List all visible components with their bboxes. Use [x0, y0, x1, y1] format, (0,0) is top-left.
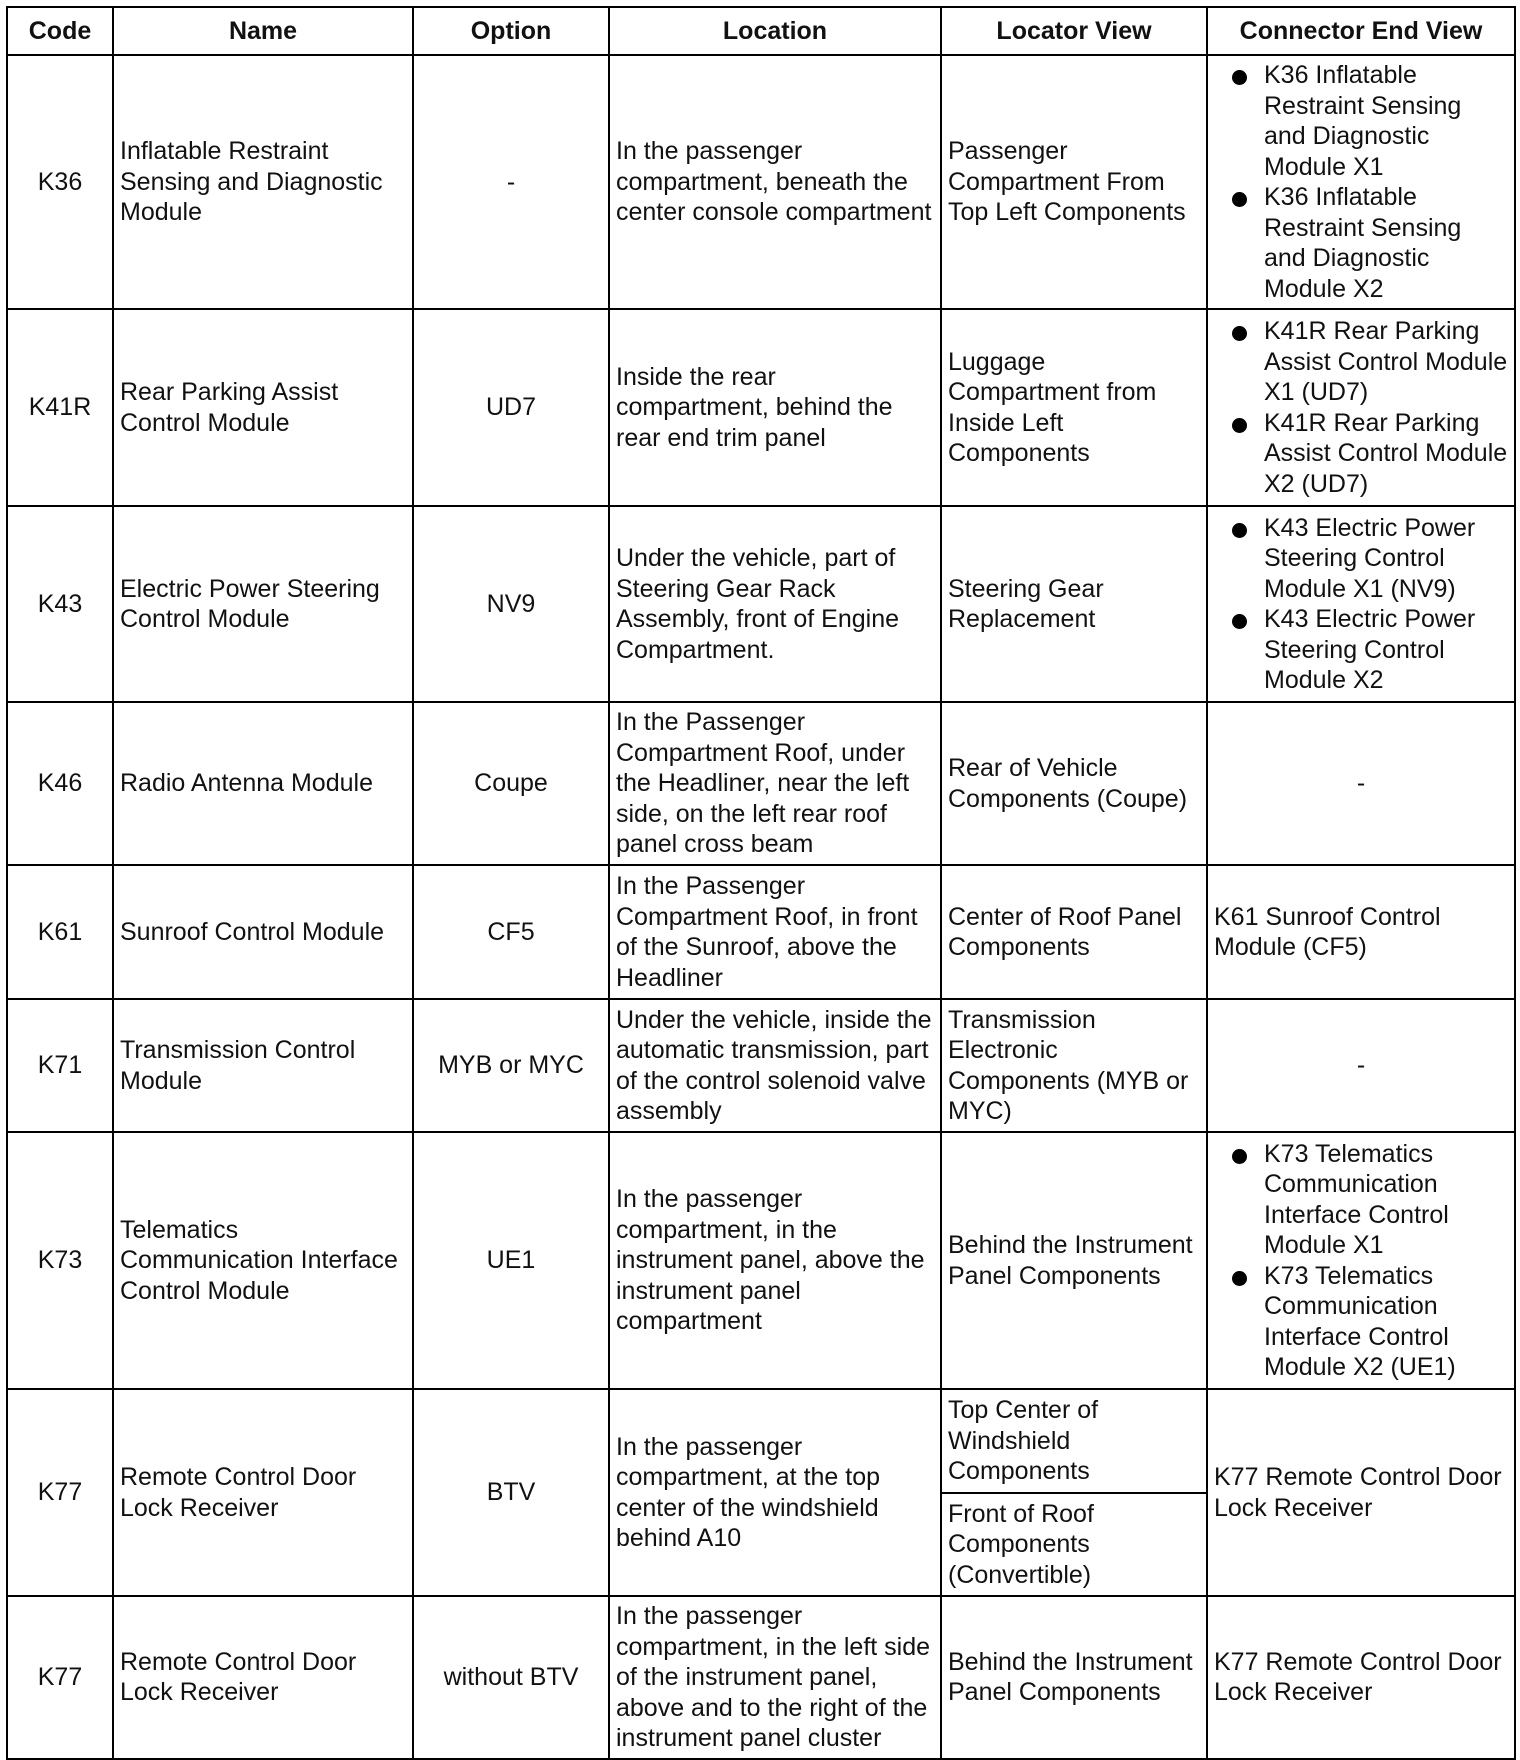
table-row: [7, 55, 1515, 309]
location-cell: Under the vehicle, part of Steering Gear Rack Assembly, front of Engine Compartment.: [609, 506, 941, 702]
code-cell: K46: [7, 702, 113, 865]
code-cell: K71: [7, 999, 113, 1132]
header-code: Code: [7, 7, 113, 55]
name-cell: Electric Power Steering Control Module: [113, 506, 413, 702]
code-cell: K36: [7, 55, 113, 309]
name-cell: Telematics Communication Interface Control Module: [113, 1132, 413, 1389]
option-cell: UD7: [413, 309, 609, 506]
header-locator-view: Locator View: [941, 7, 1207, 55]
location-cell: Inside the rear compartment, behind the rear end trim panel: [609, 309, 941, 506]
connector-end-view-cell: [1207, 506, 1515, 702]
code-cell: K43: [7, 506, 113, 702]
location-cell: In the passenger compartment, in the left side of the instrument panel, above and to the right of the instrument panel cluster: [609, 1596, 941, 1759]
location-cell: In the passenger compartment, in the instrument panel, above the instrument panel compartment: [609, 1132, 941, 1389]
name-cell: Remote Control Door Lock Receiver: [113, 1389, 413, 1596]
locator-view-cell: Steering Gear Replacement: [941, 506, 1207, 702]
connector-end-view-cell: K61 Sunroof Control Module (CF5): [1207, 865, 1515, 999]
connector-item: K36 Inflatable Restraint Sensing and Diagnostic Module X1: [1214, 60, 1508, 182]
location-cell: In the Passenger Compartment Roof, in front of the Sunroof, above the Headliner: [609, 865, 941, 999]
option-cell: MYB or MYC: [413, 999, 609, 1132]
code-cell: K41R: [7, 309, 113, 506]
locator-view-cell: Front of Roof Components (Convertible): [941, 1493, 1207, 1596]
header-name: Name: [113, 7, 413, 55]
location-cell: In the Passenger Compartment Roof, under the Headliner, near the left side, on the left rear roof panel cross beam: [609, 702, 941, 865]
name-cell: Transmission Control Module: [113, 999, 413, 1132]
location-cell: Under the vehicle, inside the automatic transmission, part of the control solenoid valve assembly: [609, 999, 941, 1132]
table-row: [7, 309, 1515, 506]
connector-list: [1214, 316, 1508, 499]
table-row: [7, 1389, 1515, 1493]
name-cell: Remote Control Door Lock Receiver: [113, 1596, 413, 1759]
connector-list: [1214, 60, 1508, 304]
connector-item: K43 Electric Power Steering Control Module X2: [1214, 604, 1508, 696]
connector-end-view-cell: -: [1207, 999, 1515, 1132]
page: [6, 6, 1514, 1760]
table-row: [7, 999, 1515, 1132]
header-location: Location: [609, 7, 941, 55]
connector-item: K36 Inflatable Restraint Sensing and Diagnostic Module X2: [1214, 182, 1508, 304]
table-row: [7, 702, 1515, 865]
connector-item: K73 Telematics Communication Interface Control Module X2 (UE1): [1214, 1261, 1508, 1383]
location-cell: In the passenger compartment, at the top center of the windshield behind A10: [609, 1389, 941, 1596]
connector-list: [1214, 1139, 1508, 1383]
header-row: [7, 7, 1515, 55]
connector-end-view-cell: [1207, 309, 1515, 506]
connector-item: K41R Rear Parking Assist Control Module X2 (UD7): [1214, 408, 1508, 500]
header-connector-end-view: Connector End View: [1207, 7, 1515, 55]
option-cell: NV9: [413, 506, 609, 702]
option-cell: without BTV: [413, 1596, 609, 1759]
locator-view-cell: Luggage Compartment from Inside Left Components: [941, 309, 1207, 506]
name-cell: Rear Parking Assist Control Module: [113, 309, 413, 506]
locator-view-cell: Behind the Instrument Panel Components: [941, 1132, 1207, 1389]
locator-view-cell: Passenger Compartment From Top Left Components: [941, 55, 1207, 309]
connector-item: K43 Electric Power Steering Control Module X1 (NV9): [1214, 513, 1508, 605]
connector-item: K41R Rear Parking Assist Control Module X1 (UD7): [1214, 316, 1508, 408]
name-cell: Inflatable Restraint Sensing and Diagnostic Module: [113, 55, 413, 309]
code-cell: K77: [7, 1596, 113, 1759]
locator-view-cell: Behind the Instrument Panel Components: [941, 1596, 1207, 1759]
option-cell: BTV: [413, 1389, 609, 1596]
connector-end-view-cell: K77 Remote Control Door Lock Receiver: [1207, 1596, 1515, 1759]
location-cell: In the passenger compartment, beneath the center console compartment: [609, 55, 941, 309]
option-cell: CF5: [413, 865, 609, 999]
locator-view-cell: Transmission Electronic Components (MYB or MYC): [941, 999, 1207, 1132]
connector-end-view-cell: -: [1207, 702, 1515, 865]
option-cell: Coupe: [413, 702, 609, 865]
code-cell: K73: [7, 1132, 113, 1389]
connector-item: K73 Telematics Communication Interface Control Module X1: [1214, 1139, 1508, 1261]
locator-view-cell: Top Center of Windshield Components: [941, 1389, 1207, 1493]
code-cell: K77: [7, 1389, 113, 1596]
name-cell: Sunroof Control Module: [113, 865, 413, 999]
table-row: [7, 1132, 1515, 1389]
header-option: Option: [413, 7, 609, 55]
option-cell: UE1: [413, 1132, 609, 1389]
connector-end-view-cell: [1207, 55, 1515, 309]
name-cell: Radio Antenna Module: [113, 702, 413, 865]
table-row: [7, 506, 1515, 702]
table-row: [7, 1596, 1515, 1759]
connector-end-view-cell: [1207, 1132, 1515, 1389]
code-cell: K61: [7, 865, 113, 999]
connector-end-view-cell: K77 Remote Control Door Lock Receiver: [1207, 1389, 1515, 1596]
locator-view-cell: Rear of Vehicle Components (Coupe): [941, 702, 1207, 865]
locator-view-cell: Center of Roof Panel Components: [941, 865, 1207, 999]
component-locator-table: [6, 6, 1516, 1760]
connector-list: [1214, 513, 1508, 696]
option-cell: -: [413, 55, 609, 309]
table-row: [7, 865, 1515, 999]
